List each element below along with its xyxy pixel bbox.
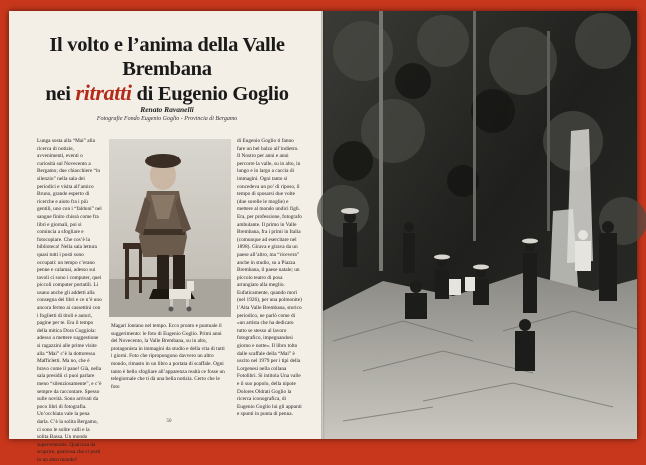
- title-line-2: [17, 81, 317, 106]
- title-prefix: nei: [45, 83, 76, 105]
- title-line-1: Il volto e l’anima della Valle Brembana: [49, 34, 285, 80]
- column-1-text: Lunga sosta alla “Mai” alla ricerca di notizie, avvenimenti, eventi o curiosità sul Novecento a Bergamo; due chiacchiere “in silenzio” nella sala dei periodici e visita all’amico Bruno, grande esperto di ricerche e aiuto fra i più gentili, uno con i “faldoni” nel sangue finito chissà come fra libri e giornali, poi si comincia a sfogliare e fotocopiare. Che cos’è la biblioteca! Nella sala lettura quasi tutti i posti sono occupati: un tempo c’erano penne e calamai, adesso sui tavoli ci sono i computer, quei piccoli computer portatili. Li usano anche gli addetti alla consegna dei libri e ce n’è uno ancora fermo ai cassettini con i foglietti di titoli e autori, pagine per te. Era il tempo della mitica Dora Coggiola: adesso a mettere suggestione si ragazzini alle prime visite alla “Mai” c’è la dottoressa Mafficletti. Ma no, che è bravo come il pane! Già, nella sala presidii ci puoi parlare meno “silenziosamente”, e c’è sempre da raccontare. Spesso sulle novità. Sono arrivati da poco libri di fotografia. Un’occhiata vale la pena darla. C’è la solita Bergamo, ci sono le solite valli e la solita Bassa. Un mondo supervenerato. Qualcosa da scoprire, qualcosa che ci porti in un altro mondo?: [37, 138, 102, 463]
- magazine-spread: [9, 11, 637, 463]
- group-waterfall-photo: [323, 11, 637, 439]
- column-3-text: di Eugenio Goglio ti fanno fare un bel balzo all’indietro. Il Nostro per anni e anni percorre la valle, su in alto, in lungo e in largo a caccia di immagini. Ogni tanto si concedeva un po’ di riposo, il tempo di sposarsi due volte (due sorelle le moglie) e mettere al mondo undici figli. Era, per professione, fotografo ambulante. Il primo in Valle Brembana, fra i primi in Italia (comunque ad esercitare nel 1898). Girava e girava da un paese all’altro, ma “ricevera” anche in studio, su a Piazza Brembana, il paese natale; un piccolo teatro di posa arrangiato alla meglio. Eufaticamente, quando morì (nel 1926), per una polmonite) l’Alta Valle Brembana, storico periodico, ne parlò come di «un artista che ha dedicato tutto se stesso al lavoro fotografico, impegnandosi giorno e notte». Il libro tolto dalle scaffale della “Mai” è uscito nel 1979 per i tipi della Lorgenesi nella collana Fotolibri. Si intitola Una valle e il suo popolo, della nipote Dolores Oldrati Goglio la ricerca iconografica, di Eugenio Goglio lui gli appunti e spunti in punta di penna.: [237, 138, 302, 418]
- group-waterfall-drawing: [323, 11, 637, 439]
- column-2-text: Magari lontano nel tempo. Ecco pronto e puntuale il suggerimento: le foto di Eugenio Goglio. Primi anni del Novecento, la Valle Brembana, su in alto, protagonista in immagini da studio e della vita di tutti i giorni. Foto che ripropongono davvero un altro mondo, rimasto in un libro a portata di scaffale. Ogni tanto è bello sfogliare all’apparenza realtà ce fosse un telegiornale che ti dà una bella notizia. Certo che le foto: [111, 323, 225, 390]
- text-column-2: [111, 323, 227, 407]
- text-column-1: [37, 138, 102, 463]
- page-gutter: [321, 11, 325, 439]
- title-emphasis: ritratti: [75, 80, 132, 105]
- author-byline: Renato Ravanelli: [140, 105, 194, 114]
- left-page: [9, 11, 323, 463]
- child-portrait-photo: [109, 139, 231, 317]
- title-suffix: di Eugenio Goglio: [131, 83, 289, 105]
- article-title: [17, 33, 317, 106]
- page-number: 50: [166, 419, 172, 424]
- child-portrait-drawing: [109, 139, 231, 317]
- photo-credits: Fotografie Fondo Eugenio Goglio - Provincia di Bergamo: [96, 116, 238, 122]
- text-column-3: [237, 138, 303, 418]
